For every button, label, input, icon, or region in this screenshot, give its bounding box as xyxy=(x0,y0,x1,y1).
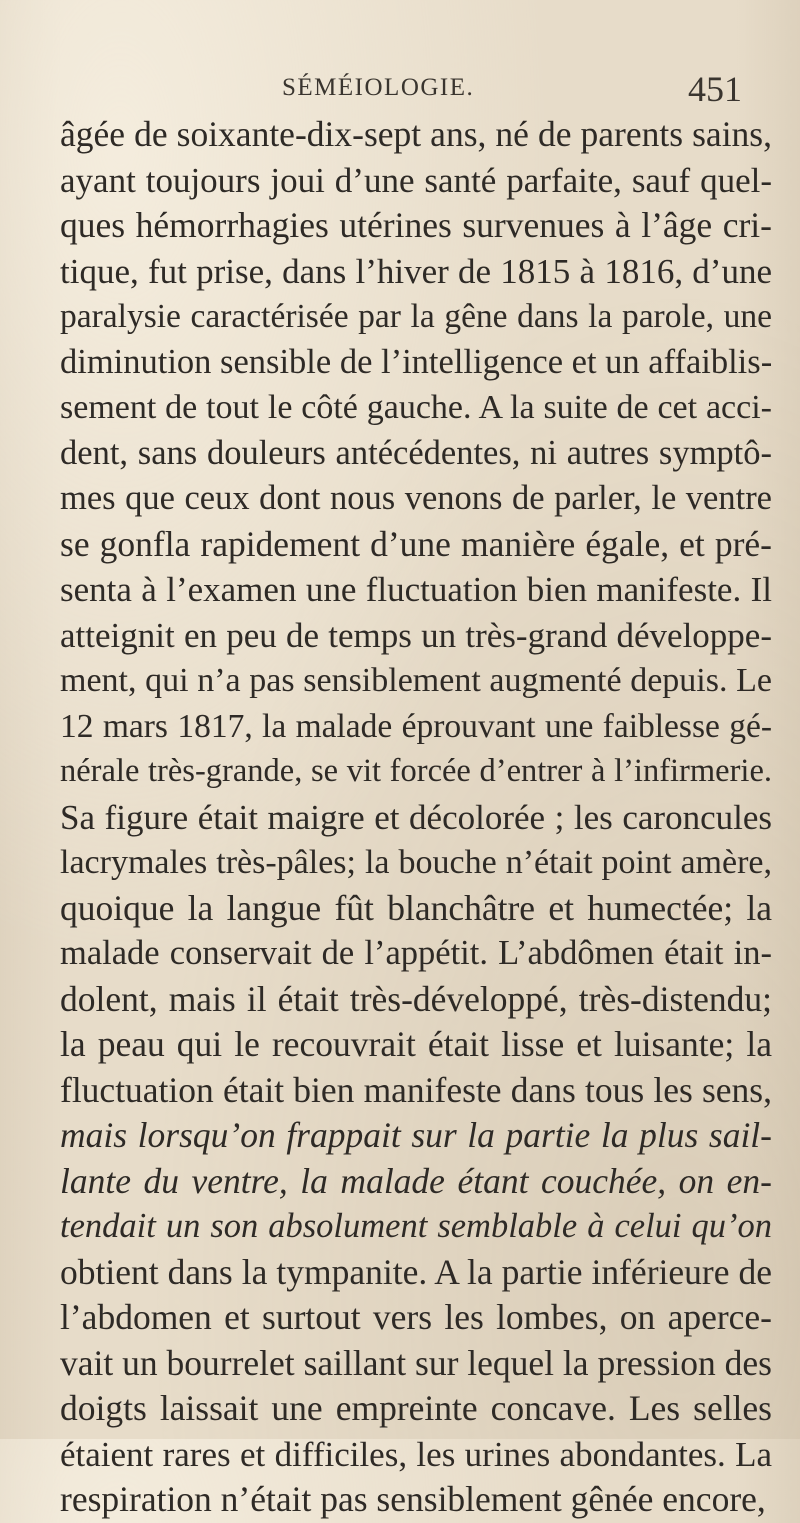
text-line: vait un bourrelet saillant sur lequel la pression des xyxy=(60,1342,772,1383)
text-line: âgée de soixante-dix-sept ans, né de parents sains, xyxy=(60,114,772,154)
text-line: quoique la langue fût blanchâtre et humectée; la xyxy=(60,887,772,928)
text-line: respiration n’était pas sensiblement gênée encore, xyxy=(60,1479,766,1519)
running-head xyxy=(60,69,780,112)
text-line-italic: tendait un son absolument semblable à celui qu’on xyxy=(60,1207,772,1245)
running-title: SÉMÉIOLOGIE. xyxy=(282,74,475,101)
text-line: nérale très-grande, se vit forcée d’entrer à l’infirmerie. xyxy=(60,753,772,789)
text-line-italic: mais lorsqu’on frappait sur la partie la plus sail- xyxy=(60,1115,772,1155)
page-number: 451 xyxy=(688,69,742,109)
text-line: la peau qui le recouvrait était lisse et luisante; la xyxy=(60,1024,772,1064)
text-line-italic: lante du ventre, la malade étant couchée, on en- xyxy=(60,1160,772,1201)
text-line: 12 mars 1817, la malade éprouvant une faiblesse gé- xyxy=(60,707,772,745)
text-line: Sa figure était maigre et décolorée ; les caroncules xyxy=(60,797,772,837)
text-line: lacrymales très-pâles; la bouche n’était point amère, xyxy=(60,844,772,881)
text-line: atteignit en peu de temps un très-grand développe- xyxy=(60,615,772,655)
text-line: dolent, mais il était très-développé, très-distendu; xyxy=(60,978,772,1019)
text-line: se gonfla rapidement d’une manière égale, et pré- xyxy=(60,523,772,564)
text-line: senta à l’examen une fluctuation bien manifeste. Il xyxy=(60,570,772,609)
text-line: paralysie caractérisée par la gêne dans la parole, une xyxy=(60,298,772,335)
text-line: ment, qui n’a pas sensiblement augmenté depuis. Le xyxy=(60,662,772,699)
text-line: l’abdomen et surtout vers les lombes, on aperce- xyxy=(60,1297,772,1337)
text-line: diminution sensible de l’intelligence et un affaiblis- xyxy=(60,342,772,381)
text-line: malade conservait de l’appétit. L’abdômen était in- xyxy=(60,934,772,972)
text-line: doigts laissait une empreinte concave. Les selles xyxy=(60,1388,772,1428)
text-line: tique, fut prise, dans l’hiver de 1815 à 1816, d’une xyxy=(60,251,772,291)
text-line: ques hémorrhagies utérines survenues à l’âge cri- xyxy=(60,205,772,245)
text-line: dent, sans douleurs antécédentes, ni autres symptô- xyxy=(60,433,772,472)
text-line: étaient rares et difficiles, les urines abondantes. La xyxy=(60,1434,772,1474)
text-line: ayant toujours joui d’une santé parfaite, sauf quel- xyxy=(60,160,772,200)
text-line: fluctuation était bien manifeste dans tous les sens, xyxy=(60,1069,772,1110)
text-line: obtient dans la tympanite. A la partie inférieure de xyxy=(60,1251,772,1292)
text-line: mes que ceux dont nous venons de parler, le ventre xyxy=(60,479,772,517)
text-line: sement de tout le côté gauche. A la suite de cet acci- xyxy=(60,389,772,426)
body-text xyxy=(60,112,772,1523)
